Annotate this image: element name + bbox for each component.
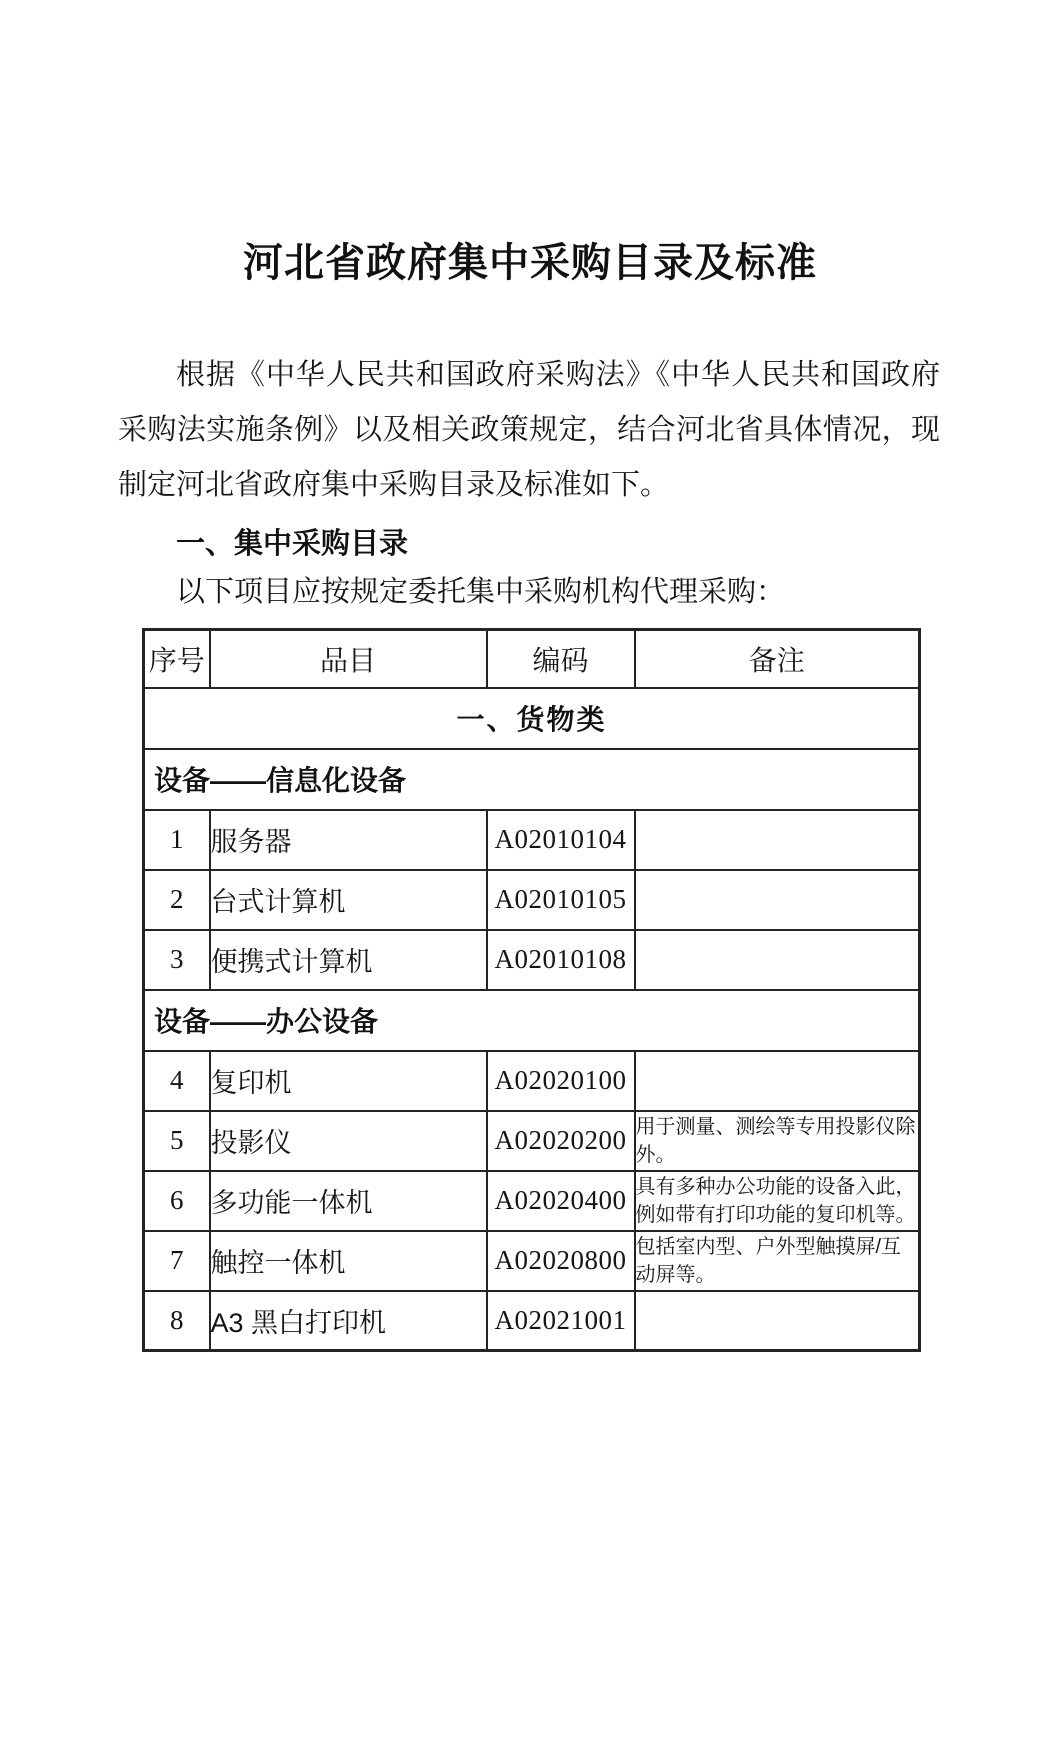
item-number: 6	[144, 1171, 210, 1231]
item-code: A02020400	[487, 1171, 635, 1231]
item-row	[144, 1051, 920, 1111]
category-row	[144, 688, 920, 749]
item-remark	[635, 930, 920, 990]
intro-paragraph: 根据《中华人民共和国政府采购法》《中华人民共和国政府采购法实施条例》以及相关政策规定，结合河北省具体情况，现制定河北省政府集中采购目录及标准如下。	[118, 359, 940, 501]
item-row	[144, 1231, 920, 1291]
item-remark	[635, 1291, 920, 1351]
item-row	[144, 1111, 920, 1171]
table-lead-sentence: 以下项目应按规定委托集中采购机构代理采购：	[176, 576, 786, 608]
item-row	[144, 810, 920, 870]
header-cell-no: 序号	[144, 630, 210, 688]
page-content	[0, 238, 1060, 1352]
header-cell-code: 编码	[487, 630, 635, 688]
item-row	[144, 930, 920, 990]
item-remark: 用于测量、测绘等专用投影仪除外。	[635, 1111, 920, 1171]
item-row	[144, 1291, 920, 1351]
group-row	[144, 990, 920, 1051]
item-row	[144, 1171, 920, 1231]
procurement-catalog-table	[142, 628, 921, 1352]
table-head	[144, 630, 920, 688]
item-number: 2	[144, 870, 210, 930]
group-label: 设备——信息化设备	[144, 749, 920, 810]
item-name: 台式计算机	[210, 870, 487, 930]
item-number: 5	[144, 1111, 210, 1171]
item-name: A3 黑白打印机	[210, 1291, 487, 1351]
group-row	[144, 749, 920, 810]
item-remark: 具有多种办公功能的设备入此，例如带有打印功能的复印机等。	[635, 1171, 920, 1231]
item-remark: 包括室内型、户外型触摸屏/互动屏等。	[635, 1231, 920, 1291]
header-cell-remark: 备注	[635, 630, 920, 688]
item-code: A02020200	[487, 1111, 635, 1171]
header-cell-name: 品目	[210, 630, 487, 688]
item-name: 复印机	[210, 1051, 487, 1111]
item-number: 1	[144, 810, 210, 870]
item-remark	[635, 810, 920, 870]
table-header-row	[144, 630, 920, 688]
item-code: A02021001	[487, 1291, 635, 1351]
item-code: A02010105	[487, 870, 635, 930]
item-number: 3	[144, 930, 210, 990]
item-name: 服务器	[210, 810, 487, 870]
section-heading: 一、集中采购目录	[176, 528, 409, 560]
category-label: 一、货物类	[144, 688, 920, 749]
item-code: A02010108	[487, 930, 635, 990]
item-number: 4	[144, 1051, 210, 1111]
item-code: A02010104	[487, 810, 635, 870]
item-code: A02020800	[487, 1231, 635, 1291]
item-name: 投影仪	[210, 1111, 487, 1171]
item-name: 便携式计算机	[210, 930, 487, 990]
item-number: 8	[144, 1291, 210, 1351]
document-title: 河北省政府集中采购目录及标准	[243, 241, 817, 285]
item-name: 多功能一体机	[210, 1171, 487, 1231]
group-label: 设备——办公设备	[144, 990, 920, 1051]
item-code: A02020100	[487, 1051, 635, 1111]
item-number: 7	[144, 1231, 210, 1291]
item-remark	[635, 1051, 920, 1111]
catalog-table-body	[144, 688, 920, 1351]
document-page	[0, 238, 1060, 1738]
item-row	[144, 870, 920, 930]
item-name: 触控一体机	[210, 1231, 487, 1291]
item-remark	[635, 870, 920, 930]
